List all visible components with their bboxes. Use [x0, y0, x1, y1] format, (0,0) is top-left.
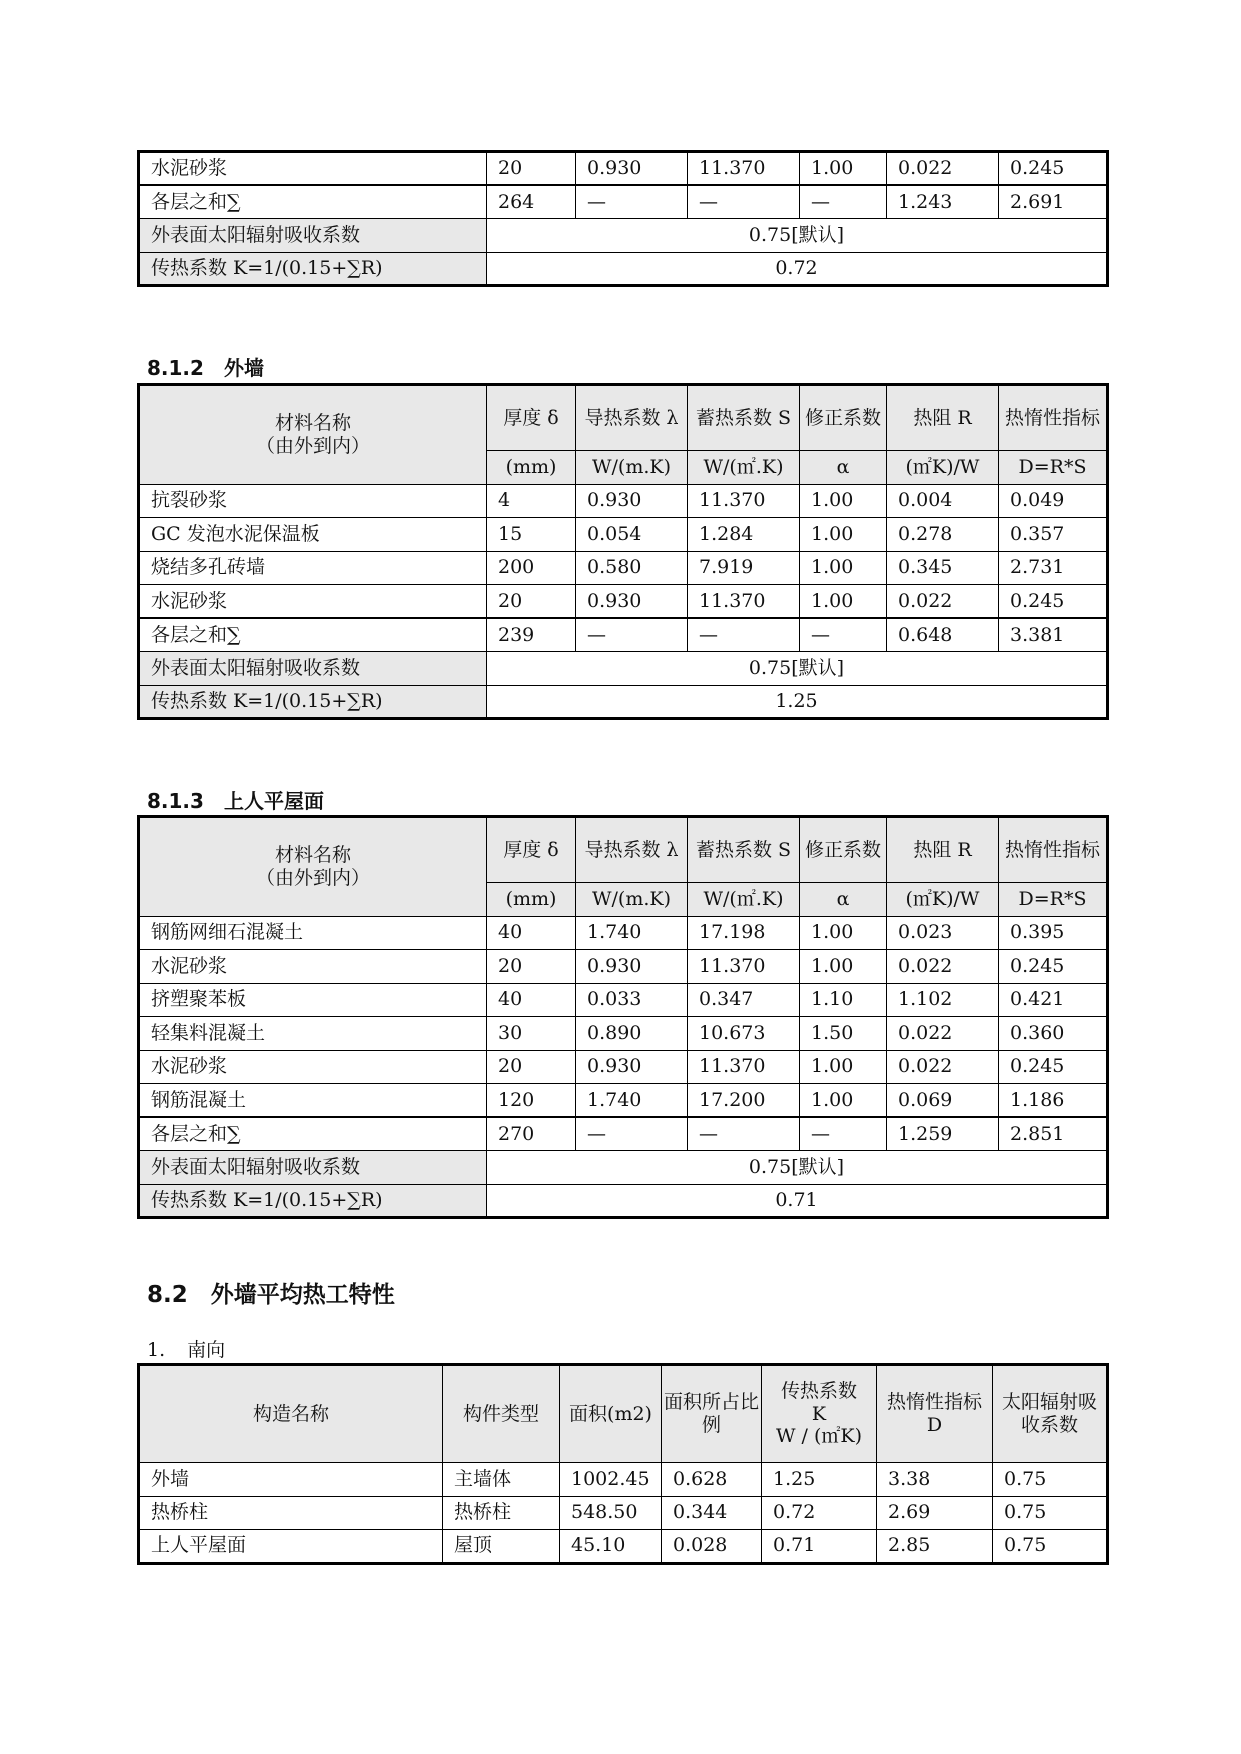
cell-material: 轻集料混凝土 — [139, 1017, 487, 1051]
cell-storage: 10.673 — [688, 1017, 800, 1051]
header-type: 构件类型 — [443, 1365, 560, 1463]
table-body — [139, 484, 1108, 652]
unit-inertia: D=R*S — [999, 451, 1108, 485]
cell-inertia: 0.049 — [999, 484, 1108, 518]
cell-storage: 17.198 — [688, 916, 800, 950]
header-material — [139, 817, 487, 917]
table-row-absorb — [139, 652, 1108, 686]
cell-inertia: 2.731 — [999, 551, 1108, 585]
cell-conductivity: 0.054 — [576, 518, 688, 552]
cell-name: 外墙 — [139, 1463, 443, 1497]
k-value: 1.25 — [487, 685, 1108, 719]
cell-storage: 11.370 — [688, 950, 800, 984]
cell-material: 各层之和∑ — [139, 1117, 487, 1151]
cell-correction: 1.00 — [800, 484, 887, 518]
cell-solar: 0.75 — [993, 1530, 1108, 1564]
unit-resistance: (㎡K)/W — [887, 883, 999, 917]
cell-material: 挤塑聚苯板 — [139, 983, 487, 1017]
cell-material: 钢筋混凝土 — [139, 1084, 487, 1118]
cell-name: 热桥柱 — [139, 1496, 443, 1530]
cell-inertia: 2.691 — [999, 185, 1108, 219]
cell-resistance: 0.345 — [887, 551, 999, 585]
cell-inertia: 3.38 — [877, 1463, 993, 1497]
table-wall-average — [137, 1363, 1109, 1565]
subheading-south — [147, 1335, 247, 1362]
cell-ratio: 0.028 — [662, 1530, 762, 1564]
cell-storage: 11.370 — [688, 152, 800, 186]
cell-thickness: 20 — [487, 152, 576, 186]
cell-correction: — — [800, 1117, 887, 1151]
header-material-sub: （由外到内） — [255, 434, 370, 457]
table-row-k — [139, 252, 1108, 286]
cell-correction: 1.00 — [800, 1084, 887, 1118]
cell-thickness: 30 — [487, 1017, 576, 1051]
cell-storage: 11.370 — [688, 484, 800, 518]
cell-inertia: 0.357 — [999, 518, 1108, 552]
header-material-label: 材料名称 — [274, 411, 351, 434]
cell-solar: 0.75 — [993, 1463, 1108, 1497]
table-row — [139, 551, 1108, 585]
table-row-k — [139, 1184, 1108, 1218]
cell-material: 水泥砂浆 — [139, 585, 487, 619]
absorb-value: 0.75[默认] — [487, 652, 1108, 686]
cell-correction: 1.00 — [800, 518, 887, 552]
table-header-row — [139, 1365, 1108, 1463]
table-row — [139, 484, 1108, 518]
cell-conductivity: 0.890 — [576, 1017, 688, 1051]
cell-resistance: 1.243 — [887, 185, 999, 219]
cell-storage: — — [688, 618, 800, 652]
unit-inertia: D=R*S — [999, 883, 1108, 917]
header-material-label: 材料名称 — [274, 843, 351, 866]
cell-conductivity: 0.580 — [576, 551, 688, 585]
header-material — [139, 385, 487, 485]
cell-storage: 0.347 — [688, 983, 800, 1017]
table-header-row — [139, 385, 1108, 451]
header-resistance: 热阻 R — [887, 817, 999, 883]
cell-thickness: 20 — [487, 950, 576, 984]
cell-conductivity: 0.930 — [576, 152, 688, 186]
absorb-label: 外表面太阳辐射吸收系数 — [139, 652, 487, 686]
unit-correction: α — [800, 883, 887, 917]
header-thickness: 厚度 δ — [487, 817, 576, 883]
cell-resistance: 0.648 — [887, 618, 999, 652]
cell-inertia: 0.245 — [999, 152, 1108, 186]
cell-storage: — — [688, 1117, 800, 1151]
table-row — [139, 518, 1108, 552]
header-thickness: 厚度 δ — [487, 385, 576, 451]
cell-material: 各层之和∑ — [139, 185, 487, 219]
cell-resistance: 0.069 — [887, 1084, 999, 1118]
cell-conductivity: 0.930 — [576, 950, 688, 984]
section-heading-82: 8.2 外墙平均热工特性 — [147, 1282, 395, 1308]
table-row — [139, 1530, 1108, 1564]
cell-conductivity: 0.930 — [576, 484, 688, 518]
table-body — [139, 916, 1108, 1151]
cell-conductivity: — — [576, 1117, 688, 1151]
cell-correction: — — [800, 185, 887, 219]
table-exterior-wall — [137, 383, 1109, 720]
cell-thickness: 4 — [487, 484, 576, 518]
cell-material: 抗裂砂浆 — [139, 484, 487, 518]
cell-type: 热桥柱 — [443, 1496, 560, 1530]
header-storage: 蓄热系数 S — [688, 385, 800, 451]
cell-correction: 1.00 — [800, 950, 887, 984]
table-header-row — [139, 817, 1108, 883]
table-row-sum — [139, 618, 1108, 652]
table-row-sum — [139, 1117, 1108, 1151]
cell-material: 钢筋网细石混凝土 — [139, 916, 487, 950]
cell-area: 1002.45 — [560, 1463, 662, 1497]
cell-resistance: 0.023 — [887, 916, 999, 950]
header-k — [762, 1365, 877, 1463]
cell-conductivity: 1.740 — [576, 916, 688, 950]
section-heading-812: 8.1.2 外墙 — [147, 356, 264, 380]
cell-material: 烧结多孔砖墙 — [139, 551, 487, 585]
cell-resistance: 0.278 — [887, 518, 999, 552]
table-roof — [137, 815, 1109, 1219]
cell-resistance: 1.259 — [887, 1117, 999, 1151]
cell-conductivity: 0.930 — [576, 585, 688, 619]
cell-ratio: 0.628 — [662, 1463, 762, 1497]
unit-storage: W/(㎡.K) — [688, 883, 800, 917]
cell-resistance: 0.022 — [887, 585, 999, 619]
header-correction: 修正系数 — [800, 817, 887, 883]
header-k-line2: K — [811, 1402, 827, 1425]
unit-conductivity: W/(m.K) — [576, 451, 688, 485]
header-correction: 修正系数 — [800, 385, 887, 451]
cell-k: 0.71 — [762, 1530, 877, 1564]
header-conductivity: 导热系数 λ — [576, 385, 688, 451]
cell-ratio: 0.344 — [662, 1496, 762, 1530]
subheading-label: 南向 — [187, 1339, 226, 1361]
header-k-line3: W / (㎡K) — [775, 1425, 863, 1448]
cell-solar: 0.75 — [993, 1496, 1108, 1530]
cell-storage: 1.284 — [688, 518, 800, 552]
cell-correction: 1.10 — [800, 983, 887, 1017]
cell-inertia: 2.69 — [877, 1496, 993, 1530]
cell-inertia: 2.851 — [999, 1117, 1108, 1151]
cell-storage: 17.200 — [688, 1084, 800, 1118]
table-row-absorb — [139, 219, 1108, 253]
cell-thickness: 120 — [487, 1084, 576, 1118]
absorb-label: 外表面太阳辐射吸收系数 — [139, 219, 487, 253]
header-k-line1: 传热系数 — [780, 1379, 857, 1402]
header-inertia: 热惰性指标 — [999, 817, 1108, 883]
cell-thickness: 15 — [487, 518, 576, 552]
header-storage: 蓄热系数 S — [688, 817, 800, 883]
section-heading-813: 8.1.3 上人平屋面 — [147, 789, 324, 813]
cell-conductivity: 0.930 — [576, 1050, 688, 1084]
cell-resistance: 0.004 — [887, 484, 999, 518]
cell-inertia: 0.421 — [999, 983, 1108, 1017]
table-row — [139, 983, 1108, 1017]
table-body — [139, 1463, 1108, 1564]
cell-conductivity: — — [576, 618, 688, 652]
k-value: 0.72 — [487, 252, 1108, 286]
cell-correction: 1.00 — [800, 551, 887, 585]
cell-storage: 11.370 — [688, 585, 800, 619]
cell-storage: 7.919 — [688, 551, 800, 585]
cell-thickness: 40 — [487, 983, 576, 1017]
absorb-value: 0.75[默认] — [487, 1151, 1108, 1185]
header-ratio: 面积所占比例 — [662, 1365, 762, 1463]
unit-storage: W/(㎡.K) — [688, 451, 800, 485]
cell-correction: 1.00 — [800, 916, 887, 950]
cell-conductivity: — — [576, 185, 688, 219]
cell-type: 主墙体 — [443, 1463, 560, 1497]
cell-correction: 1.50 — [800, 1017, 887, 1051]
header-inertia: 热惰性指标 D — [877, 1365, 993, 1463]
k-value: 0.71 — [487, 1184, 1108, 1218]
table-row-k — [139, 685, 1108, 719]
cell-inertia: 0.245 — [999, 1050, 1108, 1084]
cell-resistance: 0.022 — [887, 1050, 999, 1084]
cell-conductivity: 1.740 — [576, 1084, 688, 1118]
table-row — [139, 950, 1108, 984]
cell-correction: — — [800, 618, 887, 652]
absorb-label: 外表面太阳辐射吸收系数 — [139, 1151, 487, 1185]
cell-thickness: 264 — [487, 185, 576, 219]
cell-inertia: 2.85 — [877, 1530, 993, 1564]
cell-thickness: 239 — [487, 618, 576, 652]
table-row — [139, 916, 1108, 950]
table-row — [139, 1084, 1108, 1118]
table-row-sum — [139, 185, 1108, 219]
table-row — [139, 1050, 1108, 1084]
table-row — [139, 1496, 1108, 1530]
cell-correction: 1.00 — [800, 585, 887, 619]
cell-resistance: 1.102 — [887, 983, 999, 1017]
cell-resistance: 0.022 — [887, 1017, 999, 1051]
cell-type: 屋顶 — [443, 1530, 560, 1564]
header-inertia: 热惰性指标 — [999, 385, 1108, 451]
header-solar: 太阳辐射吸收系数 — [993, 1365, 1108, 1463]
cell-material: 水泥砂浆 — [139, 950, 487, 984]
cell-k: 1.25 — [762, 1463, 877, 1497]
header-conductivity: 导热系数 λ — [576, 817, 688, 883]
absorb-value: 0.75[默认] — [487, 219, 1108, 253]
cell-storage: 11.370 — [688, 1050, 800, 1084]
cell-material: 水泥砂浆 — [139, 152, 487, 186]
table-row — [139, 1463, 1108, 1497]
unit-conductivity: W/(m.K) — [576, 883, 688, 917]
cell-thickness: 200 — [487, 551, 576, 585]
cell-storage: — — [688, 185, 800, 219]
unit-resistance: (㎡K)/W — [887, 451, 999, 485]
cell-resistance: 0.022 — [887, 950, 999, 984]
cell-area: 548.50 — [560, 1496, 662, 1530]
header-area: 面积(m2) — [560, 1365, 662, 1463]
unit-correction: α — [800, 451, 887, 485]
cell-resistance: 0.022 — [887, 152, 999, 186]
cell-inertia: 0.395 — [999, 916, 1108, 950]
cell-correction: 1.00 — [800, 1050, 887, 1084]
list-number: 1. — [147, 1339, 166, 1361]
table-row — [139, 585, 1108, 619]
cell-inertia: 3.381 — [999, 618, 1108, 652]
header-material-sub: （由外到内） — [255, 866, 370, 889]
cell-thickness: 40 — [487, 916, 576, 950]
header-name: 构造名称 — [139, 1365, 443, 1463]
table-row — [139, 1017, 1108, 1051]
cell-inertia: 0.245 — [999, 585, 1108, 619]
unit-thickness: (mm) — [487, 883, 576, 917]
cell-area: 45.10 — [560, 1530, 662, 1564]
cell-conductivity: 0.033 — [576, 983, 688, 1017]
cell-material: GC 发泡水泥保温板 — [139, 518, 487, 552]
cell-inertia: 0.245 — [999, 950, 1108, 984]
table-row — [139, 152, 1108, 186]
cell-thickness: 20 — [487, 1050, 576, 1084]
cell-material: 水泥砂浆 — [139, 1050, 487, 1084]
k-label: 传热系数 K=1/(0.15+∑R) — [139, 252, 487, 286]
cell-thickness: 270 — [487, 1117, 576, 1151]
cell-material: 各层之和∑ — [139, 618, 487, 652]
cell-name: 上人平屋面 — [139, 1530, 443, 1564]
header-resistance: 热阻 R — [887, 385, 999, 451]
table-continued — [137, 150, 1109, 287]
k-label: 传热系数 K=1/(0.15+∑R) — [139, 685, 487, 719]
unit-thickness: (mm) — [487, 451, 576, 485]
table-row-absorb — [139, 1151, 1108, 1185]
cell-inertia: 0.360 — [999, 1017, 1108, 1051]
cell-k: 0.72 — [762, 1496, 877, 1530]
cell-thickness: 20 — [487, 585, 576, 619]
cell-inertia: 1.186 — [999, 1084, 1108, 1118]
cell-correction: 1.00 — [800, 152, 887, 186]
k-label: 传热系数 K=1/(0.15+∑R) — [139, 1184, 487, 1218]
